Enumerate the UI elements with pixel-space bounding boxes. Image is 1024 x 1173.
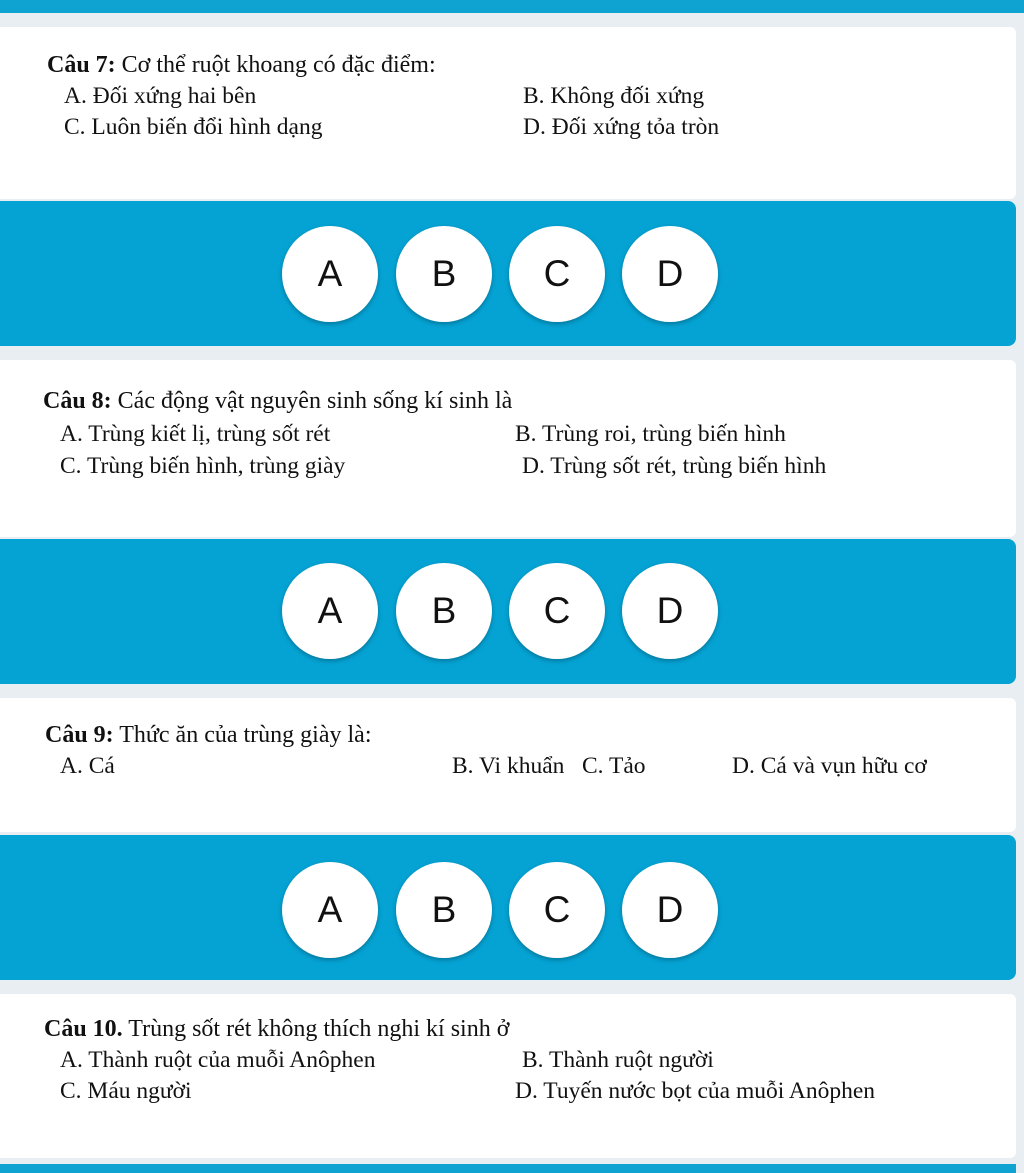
option-d: D. Cá và vụn hữu cơ — [732, 753, 927, 779]
answer-choice-a[interactable]: A — [282, 226, 378, 322]
question-card-8 — [0, 360, 1016, 537]
bottom-accent-strip — [0, 1164, 1016, 1173]
question-title — [45, 722, 371, 749]
option-a: A. Đối xứng hai bên — [64, 83, 257, 109]
question-card-9 — [0, 698, 1016, 832]
answer-choice-c[interactable]: C — [509, 226, 605, 322]
top-accent-strip — [0, 0, 1024, 13]
question-number: Câu 10. — [44, 1016, 123, 1042]
option-c: C. Trùng biến hình, trùng giày — [60, 453, 346, 479]
question-text: Thức ăn của trùng giày là: — [113, 722, 372, 748]
option-c: C. Tảo — [582, 753, 646, 779]
answer-band-8 — [0, 539, 1016, 684]
option-c: C. Máu người — [60, 1078, 192, 1104]
answer-choice-d[interactable]: D — [622, 226, 718, 322]
answer-band-7 — [0, 201, 1016, 346]
answer-band-9 — [0, 835, 1016, 980]
question-title — [44, 1016, 509, 1043]
option-d: D. Tuyến nước bọt của muỗi Anôphen — [515, 1078, 876, 1104]
answer-choice-d[interactable]: D — [622, 862, 718, 958]
question-title — [47, 52, 436, 79]
option-b: B. Thành ruột người — [522, 1047, 714, 1073]
answer-choice-d[interactable]: D — [622, 563, 718, 659]
answer-choice-b[interactable]: B — [396, 862, 492, 958]
answer-choice-a[interactable]: A — [282, 862, 378, 958]
option-d: D. Trùng sốt rét, trùng biến hình — [522, 453, 827, 479]
question-title — [43, 388, 512, 415]
answer-choice-b[interactable]: B — [396, 563, 492, 659]
option-b: B. Không đối xứng — [523, 83, 705, 109]
question-text: Cơ thể ruột khoang có đặc điểm: — [115, 52, 436, 78]
question-text: Trùng sốt rét không thích nghi kí sinh ở — [122, 1016, 510, 1042]
option-a: A. Trùng kiết lị, trùng sốt rét — [60, 421, 331, 447]
option-a: A. Thành ruột của muỗi Anôphen — [60, 1047, 376, 1073]
option-b: B. Vi khuẩn — [452, 753, 565, 779]
question-number: Câu 9: — [45, 722, 114, 748]
question-card-10 — [0, 994, 1016, 1158]
option-d: D. Đối xứng tỏa tròn — [523, 114, 720, 140]
option-c: C. Luôn biến đổi hình dạng — [64, 114, 323, 140]
question-number: Câu 7: — [47, 52, 116, 78]
answer-choice-c[interactable]: C — [509, 862, 605, 958]
question-number: Câu 8: — [43, 388, 112, 414]
option-b: B. Trùng roi, trùng biến hình — [515, 421, 786, 447]
question-text: Các động vật nguyên sinh sống kí sinh là — [111, 388, 513, 414]
answer-choice-c[interactable]: C — [509, 563, 605, 659]
option-a: A. Cá — [60, 753, 115, 779]
answer-choice-a[interactable]: A — [282, 563, 378, 659]
answer-choice-b[interactable]: B — [396, 226, 492, 322]
question-card-7 — [0, 27, 1016, 199]
